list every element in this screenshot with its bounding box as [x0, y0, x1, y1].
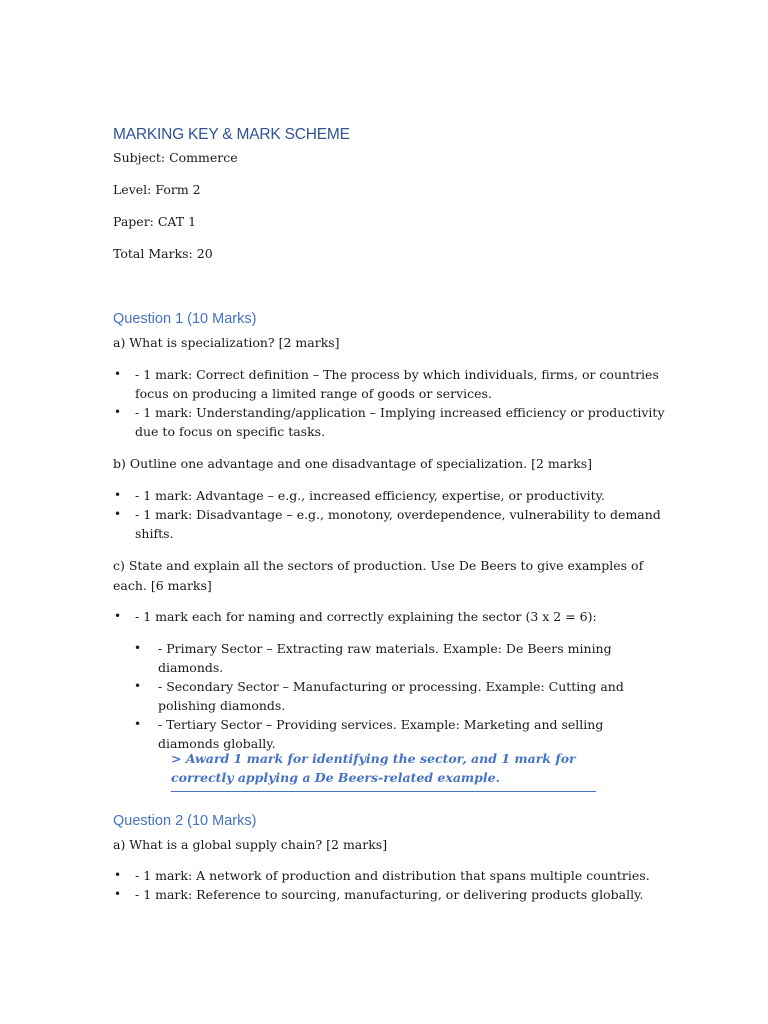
q2-a-bullet-list	[113, 866, 673, 904]
list-item	[133, 715, 663, 753]
bullet-icon: •	[114, 868, 122, 882]
list-item	[113, 505, 673, 543]
list-item	[113, 486, 673, 505]
list-item-text: - 1 mark: Advantage – e.g., increased efficiency, expertise, or productivity.	[135, 488, 605, 503]
bullet-icon: •	[134, 717, 142, 731]
q1-c-bullet-list	[113, 607, 673, 626]
list-item	[113, 885, 673, 904]
list-item-text: - Primary Sector – Extracting raw materials. Example: De Beers mining diamonds.	[158, 641, 612, 675]
list-item	[133, 677, 663, 715]
bullet-icon: •	[114, 367, 122, 381]
q1-b-prompt: b) Outline one advantage and one disadvantage of specialization. [2 marks]	[113, 456, 593, 471]
bullet-icon: •	[134, 679, 142, 693]
list-item-text: - 1 mark: A network of production and distribution that spans multiple countries.	[135, 868, 650, 883]
question-1-heading: Question 1 (10 Marks)	[113, 311, 257, 327]
q1-c-sector-list	[133, 639, 663, 753]
q1-a-prompt: a) What is specialization? [2 marks]	[113, 335, 340, 350]
subject-line: Subject: Commerce	[113, 150, 238, 165]
marking-note: > Award 1 mark for identifying the sector, and 1 mark for correctly applying a De Beers-related example.	[171, 749, 596, 792]
bullet-icon: •	[134, 641, 142, 655]
list-item	[113, 607, 673, 626]
list-item	[113, 866, 673, 885]
bullet-icon: •	[114, 507, 122, 521]
q1-c-prompt: c) State and explain all the sectors of production. Use De Beers to give examples of each. [6 marks]	[113, 558, 644, 593]
list-item	[113, 403, 673, 441]
list-item-text: - Tertiary Sector – Providing services. Example: Marketing and selling diamonds globally.	[158, 717, 604, 751]
list-item-text: - 1 mark each for naming and correctly explaining the sector (3 x 2 = 6):	[135, 609, 597, 624]
total-marks-line: Total Marks: 20	[113, 246, 213, 261]
list-item-text: - 1 mark: Reference to sourcing, manufacturing, or delivering products globally.	[135, 887, 644, 902]
paper-line: Paper: CAT 1	[113, 214, 197, 229]
list-item-text: - 1 mark: Understanding/application – Implying increased efficiency or productivity due to focus on specific tasks.	[135, 405, 665, 439]
q1-b-bullet-list	[113, 486, 673, 543]
list-item-text: - Secondary Sector – Manufacturing or processing. Example: Cutting and polishing diamonds.	[158, 679, 624, 713]
question-2-heading: Question 2 (10 Marks)	[113, 813, 257, 829]
bullet-icon: •	[114, 488, 122, 502]
q1-a-bullet-list	[113, 365, 673, 441]
document-title: MARKING KEY & MARK SCHEME	[113, 126, 350, 143]
bullet-icon: •	[114, 887, 122, 901]
list-item	[113, 365, 673, 403]
q2-a-prompt: a) What is a global supply chain? [2 marks]	[113, 837, 388, 852]
bullet-icon: •	[114, 609, 122, 623]
list-item	[133, 639, 663, 677]
level-line: Level: Form 2	[113, 182, 201, 197]
list-item-text: - 1 mark: Correct definition – The process by which individuals, firms, or countries focus on producing a limited range of goods or services.	[135, 367, 659, 401]
bullet-icon: •	[114, 405, 122, 419]
list-item-text: - 1 mark: Disadvantage – e.g., monotony, overdependence, vulnerability to demand shifts.	[135, 507, 661, 541]
